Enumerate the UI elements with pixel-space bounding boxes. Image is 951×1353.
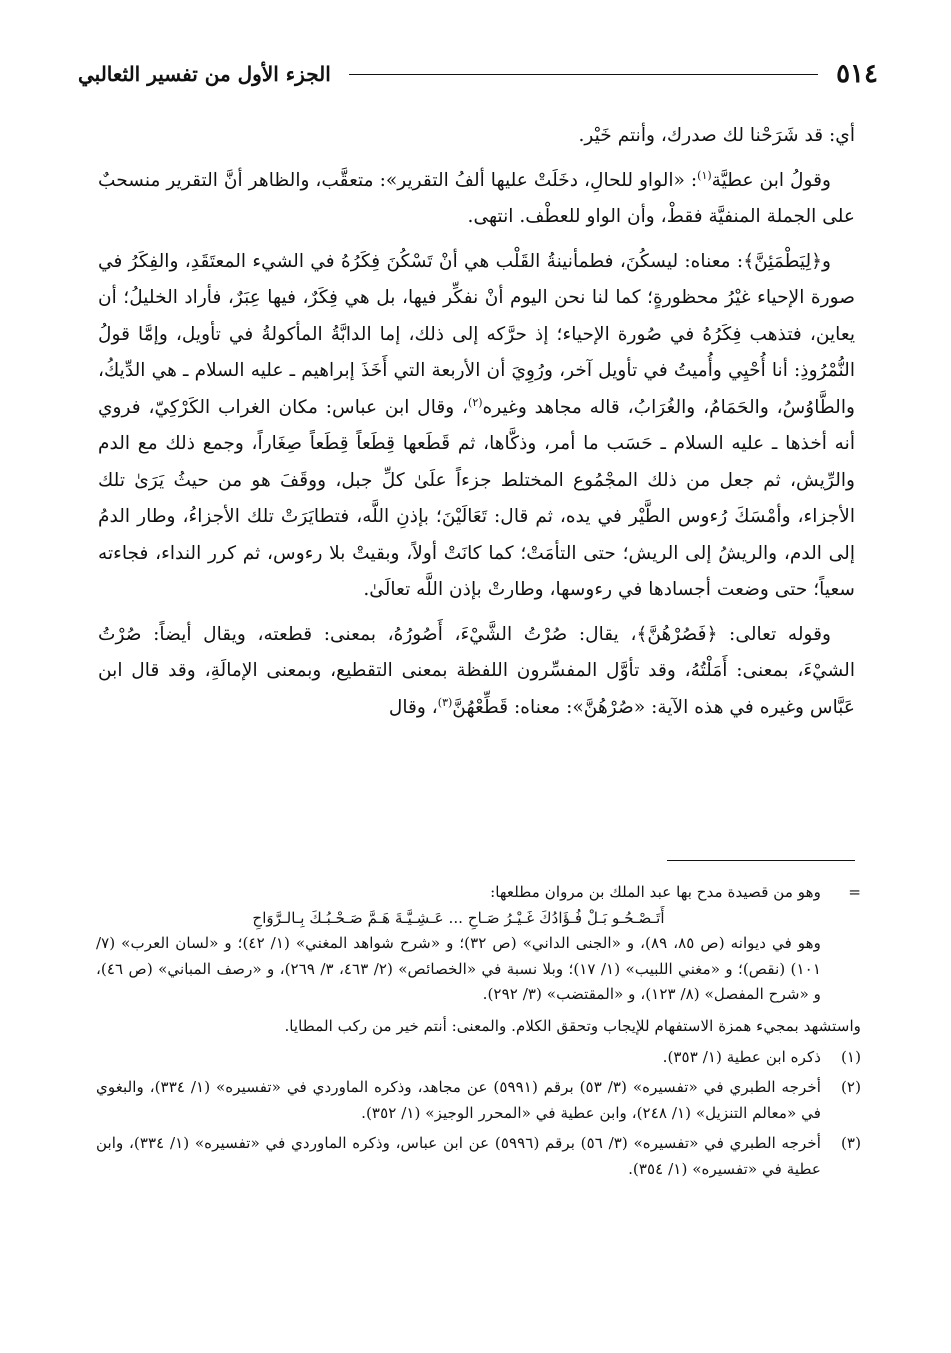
- footnote-marker: (٢): [840, 1078, 861, 1097]
- footnote-text: وهو من قصيدة مدح بها عبد الملك بن مروان مطلعها:: [490, 883, 821, 901]
- paragraph-text: أي: قد شَرَحْنا لك صدرك، وأنتم خَيْر.: [578, 125, 855, 146]
- footnote-text: أخرجه الطبري في «تفسيره» (٣/ ٥٣) برقم (٥٩٩١) عن مجاهد، وذكره الماوردي في «تفسيره» (١/ ٣٣٤)، والبغوي في «معالم التنزيل» (١/ ٢٤٨)، وابن عطية في «المحرر الوجيز» (١/ ٣٥٢).: [96, 1078, 822, 1122]
- paragraph-text: وقولُ ابن عطيَّة: [711, 169, 832, 191]
- main-text: [98, 118, 855, 734]
- footnote-reference: (٢): [468, 395, 483, 409]
- footnote-marker: (٣): [840, 1134, 861, 1153]
- page-header: [78, 52, 878, 96]
- page-number: ٥١٤: [836, 59, 878, 89]
- footnote-reference: (١): [697, 168, 712, 182]
- paragraph-text: ، وقال: [388, 696, 438, 718]
- footnote-continuation: [96, 880, 861, 1008]
- poetry-verse: أَتَـصْـحُـو بَـلْ فُـؤَادُكَ غَـيْـرُ صَـاحِ ... عَـشِـيَّـةَ هَـمَّ صَـحْـبُـكَ بِـالـرَّوَاحِ: [252, 908, 665, 927]
- paragraph: [98, 163, 855, 236]
- footnote: [96, 1075, 861, 1126]
- footnote-separator: [667, 860, 855, 861]
- footnote-marker: (١): [840, 1047, 861, 1066]
- footnote-text: واستشهد بمجيء همزة الاستفهام للإيجاب وتحقق الكلام. والمعنى: أنتم خير من ركب المطايا.: [284, 1016, 861, 1035]
- footnote: [96, 1045, 861, 1071]
- footnote-text: وهو في ديوانه (ص ٨٥، ٨٩)، و «الجنى الداني» (ص ٣٢)؛ و «شرح شواهد المغني» (١/ ٤٢)؛ و «لسان العرب» (٧/ ١٠١) (نقص)؛ و «مغني اللبيب» (١/ ١٧)؛ وبلا نسبة في «الخصائص» (٢/ ٤٦٣، ٣/ ٢٦٩)، و «رصف المباني» (ص ٤٦)، و «شرح المفصل» (٨/ ١٢٣)، و «المقتضب» (٣/ ٢٩٢).: [96, 934, 821, 1004]
- footnote: [96, 1131, 861, 1182]
- footnotes: [96, 880, 861, 1188]
- paragraph: [98, 617, 855, 727]
- footnote-marker: =: [848, 883, 861, 901]
- paragraph-text: ، وقال ابن عباس: مكان الغراب الكَرْكِيّ، فروي أنه أخذها ـ عليه السلام ـ حَسَب ما أمر، وذكَّاها، ثم قَطَعها قِطَعاً قِطَعاً صِغَاراً، وجمع ذلك مع الدم والرِّيش، ثم جعل من ذلك المجْمُوع المختلط جزءاً علَىٰ كلِّ جبل، ووقَفَ هو من حيثُ يَرَىٰ تلك الأجزاء، وأمْسَكَ رُءوس الطَّيْر في يده، ثم قال: تَعَالَيْنَ؛ بإذنِ اللَّه، فتطايَرَتْ تلك الأجزاءُ، وطار الدمُ إلى الدم، والريشُ إلى الريش؛ حتى التأمَتْ؛ كما كانَتْ أولاً، وبقيتْ بلا رءوس، ثم كرر النداء، فجاءته سعياً؛ حتى وضعت أجسادها في رءوسها، وطارتْ بإذن اللَّه تعالَىٰ.: [98, 396, 855, 600]
- paragraph-text: : «الواو للحالِ، دخَلَتْ عليها ألفُ التقرير»: متعقَّب، والظاهر أنَّ التقرير منسحبٌ على الجملة المنفيَّة فقطْ، وأن الواو للعطْف. انتهى.: [98, 169, 855, 227]
- footnote-reference: (٣): [437, 695, 453, 709]
- paragraph-text: و﴿لِيَطْمَئِنَّ﴾: معناه: ليسكُنَ، فطمأنينةُ القَلْب هي أنْ تَسْكُنَ فِكَرُهُ في الشيء المعتَقَدِ، والفِكَرُ في صورة الإحياء غيْرُ محظورةٍ؛ كما لنا نحن اليوم أنْ نفكِّر فيها، بل هي فِكَرٌ، فيها عِبَرٌ، فأراد الخليلُ؛ أن يعاين، فتذهب فِكَرُهُ في صُورة الإحياء؛ إذ حرَّكه إلى ذلك، إما الدابَّةُ المأكولةُ في تأويل، وإمَّا قولُ النُّمْرُوذِ: أنا أُحْيِي وأُميتُ في تأويل آخر، ورُوِيَ أن الأربعة التي أَخَذَ إبراهيم ـ عليه السلام ـ هي الدِّيكُ، والطَّاوُسُ، والحَمَامُ، والغُرَابُ، قاله مجاهد وغيره: [98, 250, 855, 418]
- paragraph: [98, 244, 855, 609]
- footnote-text: أخرجه الطبري في «تفسيره» (٣/ ٥٦) برقم (٥٩٩٦) عن ابن عباس، وذكره الماوردي في «تفسيره» (١/ ٣٣٤)، وابن عطية في «تفسيره» (١/ ٣٥٤).: [96, 1134, 821, 1178]
- paragraph: [98, 118, 855, 155]
- running-title: الجزء الأول من تفسير الثعالبي: [78, 62, 331, 86]
- paragraph-text: وقوله تعالى: ﴿فَصُرْهُنَّ﴾، يقال: صُرْتُ الشَّيْءَ، أَصُورُهُ، بمعنى: قطعته، ويقال أيضاً: صُرْتُ الشيْءَ، بمعنى: أَمَلْتُهُ، وقد تأوَّل المفسِّرون اللفظة بمعنى التقطيع، وبمعنى الإمالَةِ، وقد قال ابن عَبَّاس وغيره في هذه الآية: «صُرْهُنَّ»: معناه: قَطِّعْهُنَّ: [98, 623, 855, 718]
- footnote-text: ذكره ابن عطية (١/ ٣٥٣).: [662, 1047, 821, 1066]
- header-rule: [349, 74, 818, 75]
